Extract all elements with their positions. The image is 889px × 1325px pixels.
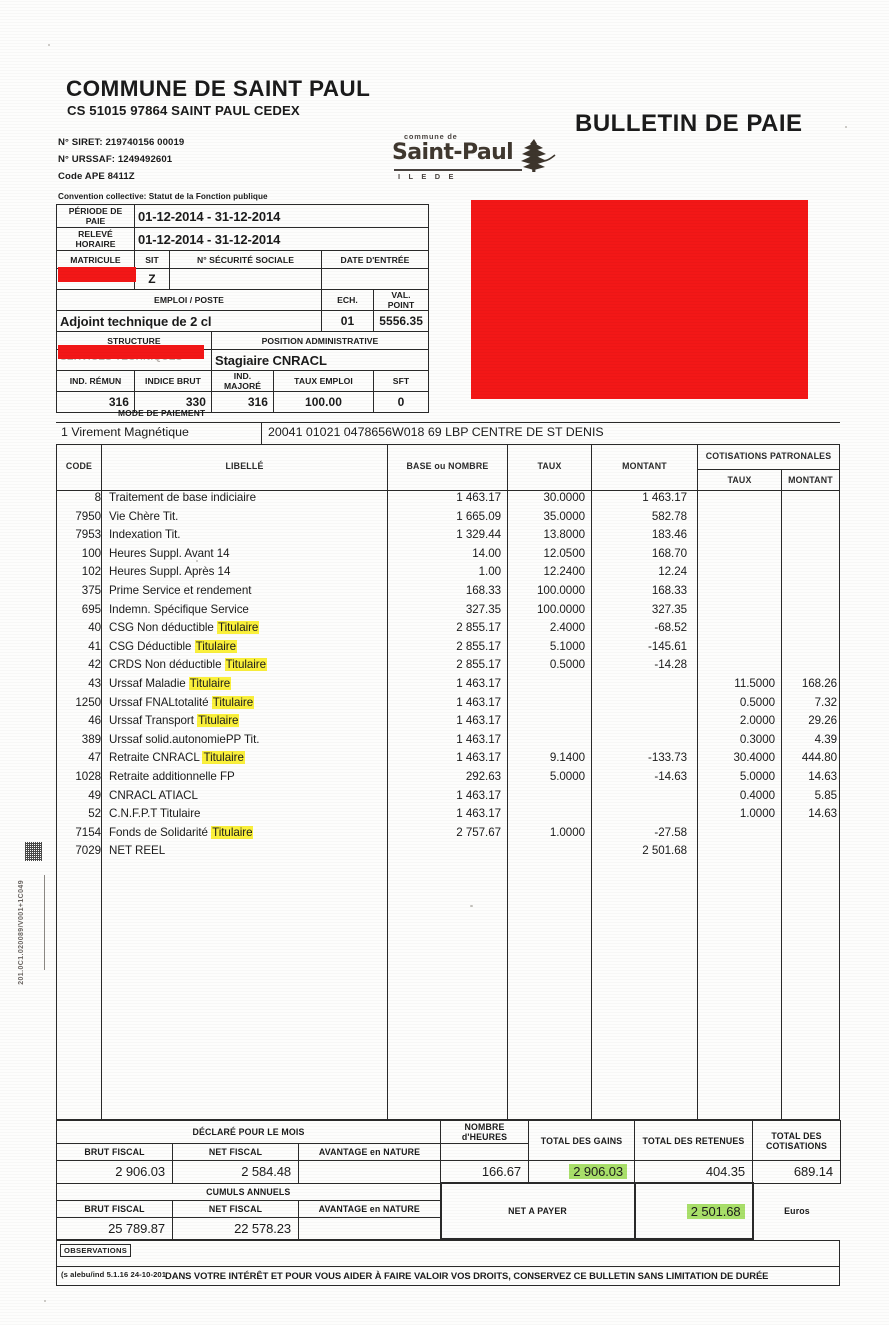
cell-montant: -27.58 [654,825,687,839]
urssaf-number: N° URSSAF: 1249492601 [58,154,173,165]
position-label: POSITION ADMINISTRATIVE [212,332,429,350]
mois-avantage-label: AVANTAGE en NATURE [299,1144,441,1161]
saint-paul-logo [392,132,557,187]
annuel-net-fiscal-label: NET FISCAL [173,1200,299,1217]
observations-label: OBSERVATIONS [60,1244,131,1257]
margin-vertical-rule [44,875,45,970]
cell-montant: -14.63 [654,769,687,783]
date-entree-value [322,269,429,290]
cell-base: 168.33 [465,583,501,597]
table-row [57,640,839,659]
highlighted-term: Titulaire [212,825,253,839]
cell-montant: -68.52 [654,621,687,635]
sit-value: Z [135,269,170,290]
ech-value: 01 [322,311,374,332]
redacted-employee-address-block [471,200,808,399]
scan-speck [196,560,198,562]
scan-speck [48,44,50,46]
header-libelle: LIBELLÉ [225,461,264,471]
cell-montant: 168.33 [651,583,687,597]
annuel-net-fiscal-value: 22 578.23 [173,1217,299,1239]
header-montant: MONTANT [622,461,667,471]
cell-taux: 5.0000 [549,769,585,783]
date-entree-label: DATE D'ENTRÉE [322,251,429,269]
table-row [57,547,839,566]
cell-base: 1 463.17 [456,695,501,709]
total-cotisations-value: 689.14 [753,1161,841,1184]
table-row [57,733,839,752]
cell-montant: 1 463.17 [642,491,687,504]
siret-number: N° SIRET: 219740156 00019 [58,137,185,148]
mois-net-fiscal-label: NET FISCAL [173,1144,299,1161]
periode-paie-value: 01-12-2014 - 31-12-2014 [135,205,429,228]
cell-code: 1250 [75,695,101,709]
ape-code: Code APE 8411Z [58,171,135,182]
cell-base: 1.00 [478,565,501,579]
cell-base: 1 463.17 [456,714,501,728]
cell-taux: 35.0000 [543,509,585,523]
cell-libelle: Prime Service et rendement [109,583,252,597]
redacted-structure [58,345,204,359]
bank-reference: 20041 01021 0478656W018 69 LBP CENTRE DE ST DENIS [268,425,604,439]
highlighted-term: Titulaire [203,751,244,765]
cell-taux: 0.5000 [549,658,585,672]
header-code: CODE [65,461,93,471]
cell-p_taux: 0.3000 [739,732,775,746]
cell-code: 7953 [75,528,101,542]
employer-identifiers [58,134,184,185]
cell-libelle: Retraite additionnelle FP [109,769,235,783]
cell-p_montant: 14.63 [808,769,837,783]
net-a-payer-highlight: 2 501.68 [687,1204,745,1219]
header-base: BASE ou NOMBRE [406,461,489,471]
cell-base: 292.63 [465,769,501,783]
cell-base: 1 463.17 [456,788,501,802]
logo-underline [394,169,522,171]
highlighted-term: Titulaire [189,676,231,690]
cell-p_montant: 4.39 [814,732,837,746]
cell-libelle: Urssaf FNALtotalité Titulaire [109,695,254,709]
net-a-payer-label: NET A PAYER [441,1183,635,1239]
cell-p_montant: 29.26 [808,714,837,728]
cell-montant: 168.70 [651,546,687,560]
cell-code: 49 [88,788,101,802]
cell-libelle: Urssaf solid.autonomiePP Tit. [109,732,260,746]
cell-base: 14.00 [472,546,501,560]
total-retenues-value: 404.35 [635,1161,753,1184]
cell-libelle: Fonds de Solidarité Titulaire [109,825,253,839]
cell-libelle: Heures Suppl. Après 14 [109,565,231,579]
cumuls-annuels-label: CUMULS ANNUELS [57,1183,441,1200]
total-gains-label: TOTAL DES GAINS [529,1121,635,1161]
table-row [57,584,839,603]
scan-speck [44,1300,46,1302]
ind-majore-value: 316 [212,392,274,413]
payroll-rows-container [57,491,839,863]
releve-horaire-value: 01-12-2014 - 31-12-2014 [135,228,429,251]
nombre-heures-value: 166.67 [441,1161,529,1184]
header-cotisations-patronales: COTISATIONS PATRONALES [705,451,832,461]
table-row [57,844,839,863]
indice-brut-label: INDICE BRUT [135,371,212,392]
net-a-payer-value [635,1183,753,1239]
table-row [57,789,839,808]
ech-label: ECH. [322,290,374,311]
cell-code: 100 [81,546,101,560]
cell-taux: 1.0000 [549,825,585,839]
cell-taux: 9.1400 [549,751,585,765]
cell-code: 7154 [75,825,101,839]
cell-taux: 100.0000 [537,583,585,597]
highlighted-term: Titulaire [198,714,239,728]
ind-majore-label: IND. MAJORÉ [212,371,274,392]
cell-libelle: CSG Non déductible Titulaire [109,621,259,635]
ind-remun-value: 316 [57,392,135,413]
cell-montant: -133.73 [648,751,687,765]
cell-p_montant: 444.80 [801,751,837,765]
patronales-split-rule [697,469,839,470]
nombre-heures-label: NOMBRE d'HEURES [441,1121,529,1144]
annuel-avantage-label: AVANTAGE en NATURE [299,1200,441,1217]
observations-divider [57,1266,839,1267]
cell-code: 52 [88,807,101,821]
table-row [57,714,839,733]
cell-libelle: Indexation Tit. [109,528,181,542]
sft-label: SFT [374,371,429,392]
cell-libelle: Urssaf Maladie Titulaire [109,676,231,690]
nombre-heures-sublabel [441,1144,529,1161]
legal-notice: DANS VOTRE INTÉRÊT ET POUR VOUS AIDER À FAIRE VALOIR VOS DROITS, CONSERVEZ CE BULLETIN SANS LIMITATION DE DURÉE [165,1270,769,1281]
logo-subtitle: I L E D E [398,172,457,181]
highlighted-term: Titulaire [217,621,259,635]
cell-code: 42 [88,658,101,672]
cell-taux: 13.8000 [543,528,585,542]
palm-tree-icon [510,136,556,176]
table-row [57,807,839,826]
table-row [57,751,839,770]
cell-p_montant: 14.63 [808,807,837,821]
payment-column-divider [261,422,262,444]
payroll-lines-table [56,444,840,1120]
secu-label: N° SÉCURITÉ SOCIALE [170,251,322,269]
table-row [57,677,839,696]
cell-code: 47 [88,751,101,765]
table-row [57,565,839,584]
cell-base: 1 329.44 [456,528,501,542]
cell-code: 8 [94,491,101,504]
cell-code: 375 [81,583,101,597]
scan-speck [845,126,847,128]
val-point-label: VAL. POINT [374,290,429,311]
cell-taux: 12.0500 [543,546,585,560]
ind-remun-label: IND. RÉMUN [57,371,135,392]
mois-avantage-value [299,1161,441,1184]
highlighted-term: Titulaire [212,695,254,709]
scan-speck [470,905,473,907]
structure-label: STRUCTURE [57,332,212,350]
cell-libelle: CSG Déductible Titulaire [109,639,236,653]
cell-montant: 327.35 [651,602,687,616]
total-retenues-label: TOTAL DES RETENUES [635,1121,753,1161]
employee-identity-table [56,204,429,413]
cell-base: 1 463.17 [456,751,501,765]
header-patronales-montant: MONTANT [788,475,833,485]
table-row [57,491,839,510]
taux-emploi-value: 100.00 [274,392,374,413]
cell-base: 2 757.67 [456,825,501,839]
highlighted-term: Titulaire [195,639,236,653]
table-row [57,826,839,845]
cell-montant: -145.61 [648,639,687,653]
emploi-label: EMPLOI / POSTE [57,290,322,311]
cell-p_montant: 7.32 [814,695,837,709]
2d-barcode-icon [25,842,42,861]
cell-code: 7029 [75,844,101,858]
cell-code: 46 [88,714,101,728]
cell-base: 1 665.09 [456,509,501,523]
taux-emploi-label: TAUX EMPLOI [274,371,374,392]
payment-divider [56,422,840,423]
annuel-brut-fiscal-value: 25 789.87 [57,1217,173,1239]
header-patronales-taux: TAUX [727,475,752,485]
cell-code: 40 [88,621,101,635]
cell-p_montant: 5.85 [814,788,837,802]
cell-montant: 183.46 [651,528,687,542]
highlighted-term: Titulaire [225,658,266,672]
annuel-brut-fiscal-label: BRUT FISCAL [57,1200,173,1217]
cell-p_taux: 5.0000 [739,769,775,783]
cell-base: 327.35 [465,602,501,616]
cell-code: 102 [81,565,101,579]
cell-taux: 2.4000 [549,621,585,635]
mois-net-fiscal-value: 2 584.48 [173,1161,299,1184]
payment-mode-section [56,408,840,444]
matricule-label: MATRICULE [57,251,135,269]
cell-p_taux: 11.5000 [734,676,775,690]
mois-brut-fiscal-label: BRUT FISCAL [57,1144,173,1161]
cell-base: 2 855.17 [456,621,501,635]
mois-brut-fiscal-value: 2 906.03 [57,1161,173,1184]
cell-montant: -14.28 [654,658,687,672]
employer-address: CS 51015 97864 SAINT PAUL CEDEX [67,103,300,118]
sft-value: 0 [374,392,429,413]
cell-taux: 12.2400 [543,565,585,579]
table-row [57,770,839,789]
sit-label: SIT [135,251,170,269]
cell-montant: 12.24 [658,565,687,579]
total-cotisations-label: TOTAL DES COTISATIONS [753,1121,841,1161]
margin-reference-text: 201.0C1.020089/V001+1C049 [18,880,25,985]
total-gains-value [529,1161,635,1184]
cell-p_taux: 30.4000 [733,751,775,765]
employer-name: COMMUNE DE SAINT PAUL [66,76,371,101]
cell-libelle: C.N.F.P.T Titulaire [109,807,201,821]
secu-value [170,269,322,290]
cell-code: 695 [81,602,101,616]
table-row [57,510,839,529]
cell-taux: 5.1000 [549,639,585,653]
cell-libelle: NET REEL [109,844,166,858]
cell-p_taux: 2.0000 [739,714,775,728]
cell-code: 7950 [75,509,101,523]
cell-base: 1 463.17 [456,676,501,690]
collective-convention: Convention collective: Statut de la Fonction publique [58,192,268,201]
page-title: BULLETIN DE PAIE [575,110,803,137]
table-row [57,658,839,677]
logo-superscript: commune de [404,132,458,141]
table-row [57,603,839,622]
cell-p_taux: 0.4000 [739,788,775,802]
total-gains-highlight: 2 906.03 [569,1164,627,1179]
cell-libelle: Indemn. Spécifique Service [109,602,249,616]
payment-mode-label: MODE DE PAIEMENT [118,408,206,418]
cell-code: 1028 [75,769,101,783]
cell-libelle: CRDS Non déductible Titulaire [109,658,266,672]
header-taux: TAUX [537,461,562,471]
val-point-value: 5556.35 [374,311,429,332]
declare-mois-label: DÉCLARÉ POUR LE MOIS [57,1121,441,1144]
cell-code: 43 [88,676,101,690]
cell-libelle: Retraite CNRACL Titulaire [109,751,244,765]
cell-p_taux: 0.5000 [739,695,775,709]
payment-mode-value: 1 Virement Magnétique [61,425,189,439]
position-value: Stagiaire CNRACL [212,350,429,371]
table-row [57,621,839,640]
cell-code: 41 [88,639,101,653]
cell-libelle: Heures Suppl. Avant 14 [109,546,230,560]
cell-libelle: Urssaf Transport Titulaire [109,714,239,728]
annuel-avantage-value [299,1217,441,1239]
indice-brut-value: 330 [135,392,212,413]
redacted-matricule [58,267,136,282]
cell-p_montant: 168.26 [801,676,837,690]
cell-taux: 100.0000 [537,602,585,616]
table-row [57,696,839,715]
totals-section [56,1120,840,1240]
cell-montant: 582.78 [651,509,687,523]
emploi-value: Adjoint technique de 2 cl [57,311,322,332]
cell-base: 1 463.17 [456,807,501,821]
cell-base: 1 463.17 [456,732,501,746]
releve-horaire-label: RELEVÉ HORAIRE [57,228,135,251]
cell-montant: 2 501.68 [642,844,687,858]
currency-label: Euros [784,1206,810,1217]
form-version-text: (s alebu/ind 5.1.16 24-10-201 [61,1270,167,1279]
cell-code: 389 [81,732,101,746]
cell-libelle: CNRACL ATIACL [109,788,198,802]
table-row [57,528,839,547]
cell-p_taux: 1.0000 [739,807,775,821]
logo-name: Saint-Paul [392,140,514,165]
cell-base: 2 855.17 [456,639,501,653]
cell-base: 1 463.17 [456,491,501,504]
observations-section [56,1240,840,1286]
cell-base: 2 855.17 [456,658,501,672]
cell-libelle: Traitement de base indiciaire [109,491,256,504]
cell-libelle: Vie Chère Tit. [109,509,179,523]
cell-taux: 30.0000 [543,491,585,504]
periode-paie-label: PÉRIODE DE PAIE [57,205,135,228]
